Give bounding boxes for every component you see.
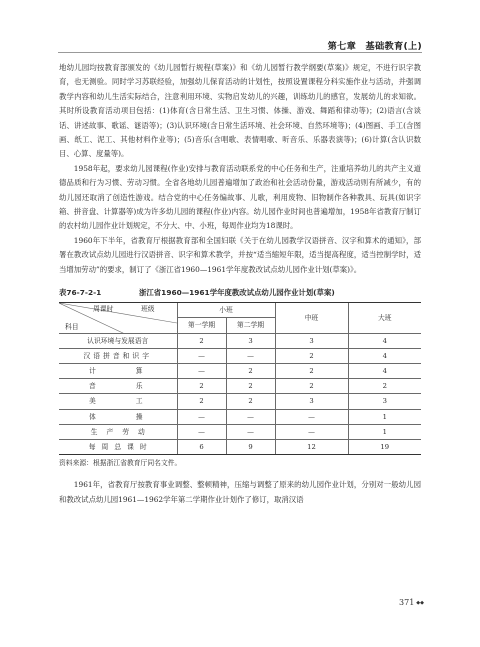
subject-spread [59, 364, 177, 378]
value-cell: 1 [348, 409, 421, 424]
value-cell: 1 [348, 424, 421, 439]
small-class-header: 小班 [177, 303, 275, 318]
value-cell: — [226, 424, 275, 439]
subject-cell [59, 394, 177, 409]
value-cell: — [177, 348, 226, 363]
value-cell: 12 [275, 439, 348, 454]
value-cell: 3 [275, 333, 348, 348]
table-title: 浙江省1960—1961学年度教改试点幼儿园作业计划(草案) [139, 288, 335, 298]
subject-character: 音 [89, 382, 96, 391]
value-cell: — [275, 424, 348, 439]
subject-cell: 汉语拼音和识字 [59, 348, 177, 363]
table-number: 表76-7-2-1 [59, 288, 102, 298]
value-cell: 2 [177, 394, 226, 409]
value-cell: — [226, 409, 275, 424]
table-row [59, 394, 421, 409]
value-cell: 4 [348, 363, 421, 378]
table-source-note: 资料来源：根据浙江省教育厅同名文件。 [59, 459, 182, 468]
subject-character: 计 [89, 366, 96, 375]
subject-cell [59, 363, 177, 378]
value-cell: 3 [348, 394, 421, 409]
subject-cell: 认识环境与发展语言 [59, 333, 177, 348]
value-cell: 2 [177, 333, 226, 348]
value-cell: 4 [348, 348, 421, 363]
table-row [59, 409, 421, 424]
corner-label-weekly-hours: 周课时 [93, 305, 114, 314]
paragraph-3: 1960年下半年，省教育厅根据教育部和全国妇联《关于在幼儿园教学汉语拼音、汉字和算术的通知》，部署在教改试点幼儿园进行汉语拼音、识字和算术教学，并按“适当缩短年限，适当提高程度，适当控制学时，适当增加劳动”的要求，制订了《浙江省1960—1961学年度教改试点幼儿园作业计划(草案)》。 [59, 235, 421, 274]
table-header-row-1 [59, 303, 421, 318]
value-cell: 2 [275, 363, 348, 378]
table-corner-cell [59, 303, 177, 333]
table-row [59, 424, 421, 439]
page-ornament-icon: ◆◆ [416, 600, 424, 606]
corner-label-class: 班级 [141, 305, 155, 314]
value-cell: 2 [177, 379, 226, 394]
subject-cell [59, 409, 177, 424]
subject-cell: 生产劳动 [59, 424, 177, 439]
paragraph-2: 1958年起，要求幼儿园课程(作业)安排与教育活动联系党的中心任务和生产，注重培养幼儿的共产主义道德品质和行为习惯、劳动习惯。全省各地幼儿园普遍增加了政治和社会活动份量，游戏活动则有所减少，有的幼儿园还取消了创造性游戏。结合党的中心任务编故事、儿歌，利用废物、旧物制作各种教具、玩具(如识字箱、拼音盘、计算器等)成为许多幼儿园的课程(作业)内容。幼儿园作业时间也普遍增加，1958年省教育厅制订的农村幼儿园作业计划规定，不分大、中、小班，每周作业均为18课时。 [59, 163, 421, 231]
value-cell: 6 [177, 439, 226, 454]
subject-character: 乐 [135, 382, 143, 391]
large-class-header: 大班 [348, 303, 421, 333]
paragraph-1: 地幼儿园均按教育部颁发的《幼儿园暂行规程(草案)》和《幼儿园暂行教学纲要(草案)》规定，不进行识字教育，也无测验。同时学习苏联经验，加强幼儿保育活动的计划性，按照设置课程分科实施作业与活动，并强调教学内容和幼儿生活实际结合，注意利用环境、实物启发幼儿的兴趣，训练幼儿的感官，发展幼儿的求知欲。其时所设教育活动项目包括：(1)体育(含日常生活、卫生习惯、体操、游戏、舞蹈和律动等)；(2)语言(含谈话、讲述故事、歌谣、谜语等)；(3)认识环境(含日常生活环境、社会环境、自然环境等)；(4)图画、手工(含图画、纸工、泥工、其他材料作业等)；(5)音乐(含唱歌、表情唱歌、听音乐、乐器表演等)；(6)计算(含认识数目、心算、度量等)。 [59, 63, 421, 159]
subject-spread [59, 379, 177, 393]
table-caption [59, 287, 421, 298]
first-term-header: 第一学期 [177, 318, 226, 333]
value-cell: 2 [226, 363, 275, 378]
subject-character: 工 [135, 397, 143, 406]
page-number: 371 [399, 598, 415, 607]
table-row [59, 333, 421, 348]
value-cell: 9 [226, 439, 275, 454]
value-cell: — [177, 424, 226, 439]
value-cell: 3 [226, 333, 275, 348]
value-cell: 19 [348, 439, 421, 454]
page-footer [399, 598, 424, 607]
subject-character: 操 [135, 412, 143, 421]
value-cell: — [275, 409, 348, 424]
value-cell: 3 [275, 394, 348, 409]
subject-cell [59, 379, 177, 394]
subject-character: 美 [89, 397, 96, 406]
value-cell: — [177, 363, 226, 378]
subject-cell: 每周总课时 [59, 439, 177, 454]
table-total-row [59, 439, 421, 454]
subject-character: 体 [89, 412, 96, 421]
value-cell: 4 [348, 333, 421, 348]
subject-spread [59, 394, 177, 408]
value-cell: 2 [275, 379, 348, 394]
subject-spread [59, 410, 177, 424]
header-rule [58, 52, 422, 53]
middle-class-header: 中班 [275, 303, 348, 333]
chapter-header: 第七章 基础教育(上) [327, 41, 422, 52]
page-body [59, 61, 421, 507]
subject-character: 算 [135, 366, 143, 375]
second-term-header: 第二学期 [226, 318, 275, 333]
value-cell: — [226, 348, 275, 363]
value-cell: 2 [275, 348, 348, 363]
value-cell: 2 [226, 379, 275, 394]
table-row [59, 363, 421, 378]
corner-label-subject: 科目 [65, 323, 79, 332]
value-cell: 2 [348, 379, 421, 394]
closing-paragraph: 1961年，省教育厅按教育事业调整、整顿精神，压缩与调整了原来的幼儿园作业计划，分别对一般幼儿园和教改试点幼儿园1961—1962学年第二学期作业计划作了修订，取消汉语 [59, 480, 421, 504]
value-cell: 2 [226, 394, 275, 409]
value-cell: — [177, 409, 226, 424]
curriculum-table [59, 302, 421, 455]
table-row [59, 379, 421, 394]
table-row [59, 348, 421, 363]
